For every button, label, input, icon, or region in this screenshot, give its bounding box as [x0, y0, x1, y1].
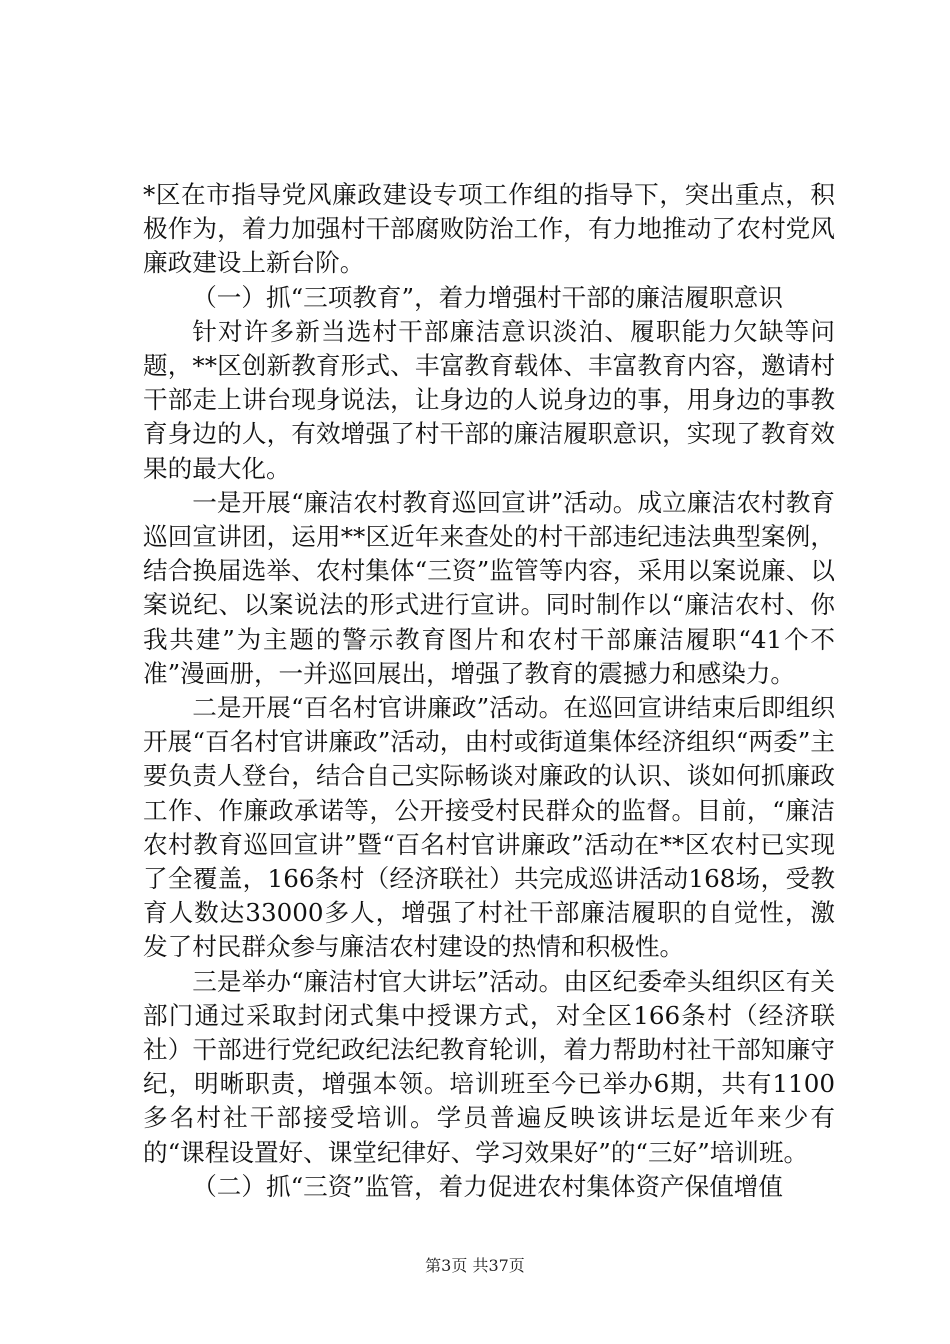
paragraph-intro: *区在市指导党风廉政建设专项工作组的指导下，突出重点，积极作为，着力加强村干部腐败防治工作，有力地推动了农村党风廉政建设上新台阶。 [143, 180, 835, 278]
paragraph-item-1: 一是开展“廉洁农村教育巡回宣讲”活动。成立廉洁农村教育巡回宣讲团，运用**区近年来查处的村干部违纪违法典型案例，结合换届选举、农村集体“三资”监管等内容，采用以案说廉、以案说纪、以案说法的形式进行宣讲。同时制作以“廉洁农村、你我共建”为主题的警示教育图片和农村干部廉洁履职“41个不准”漫画册，一并巡回展出，增强了教育的震撼力和感染力。 [143, 487, 835, 688]
section-heading-1: （一）抓“三项教育”，着力增强村干部的廉洁履职意识 [192, 282, 783, 312]
section-heading-2: （二）抓“三资”监管，着力促进农村集体资产保值增值 [192, 1171, 783, 1201]
page-footer [0, 1253, 950, 1276]
page-number: 第3页 共37页 [425, 1256, 525, 1275]
document-body [143, 178, 835, 1204]
paragraph-education-overview: 针对许多新当选村干部廉洁意识淡泊、履职能力欠缺等问题，**区创新教育形式、丰富教育载体、丰富教育内容，邀请村干部走上讲台现身说法，让身边的人说身边的事，用身边的事教育身边的人，有效增强了村干部的廉洁履职意识，实现了教育效果的最大化。 [143, 316, 835, 483]
paragraph-item-3: 三是举办“廉洁村官大讲坛”活动。由区纪委牵头组织区有关部门通过采取封闭式集中授课方式，对全区166条村（经济联社）干部进行党纪政纪法纪教育轮训，着力帮助村社干部知廉守纪，明晰职责，增强本领。培训班至今已举办6期，共有1100多名村社干部接受培训。学员普遍反映该讲坛是近年来少有的“课程设置好、课堂纪律好、学习效果好”的“三好”培训班。 [143, 966, 835, 1167]
paragraph-item-2: 二是开展“百名村官讲廉政”活动。在巡回宣讲结束后即组织开展“百名村官讲廉政”活动，由村或街道集体经济组织“两委”主要负责人登台，结合自己实际畅谈对廉政的认识、谈如何抓廉政工作、作廉政承诺等，公开接受村民群众的监督。目前，“廉洁农村教育巡回宣讲”暨“百名村官讲廉政”活动在**区农村已实现了全覆盖，166条村（经济联社）共完成巡讲活动168场，受教育人数达33000多人，增强了村社干部廉洁履职的自觉性，激发了村民群众参与廉洁农村建设的热情和积极性。 [143, 693, 835, 962]
